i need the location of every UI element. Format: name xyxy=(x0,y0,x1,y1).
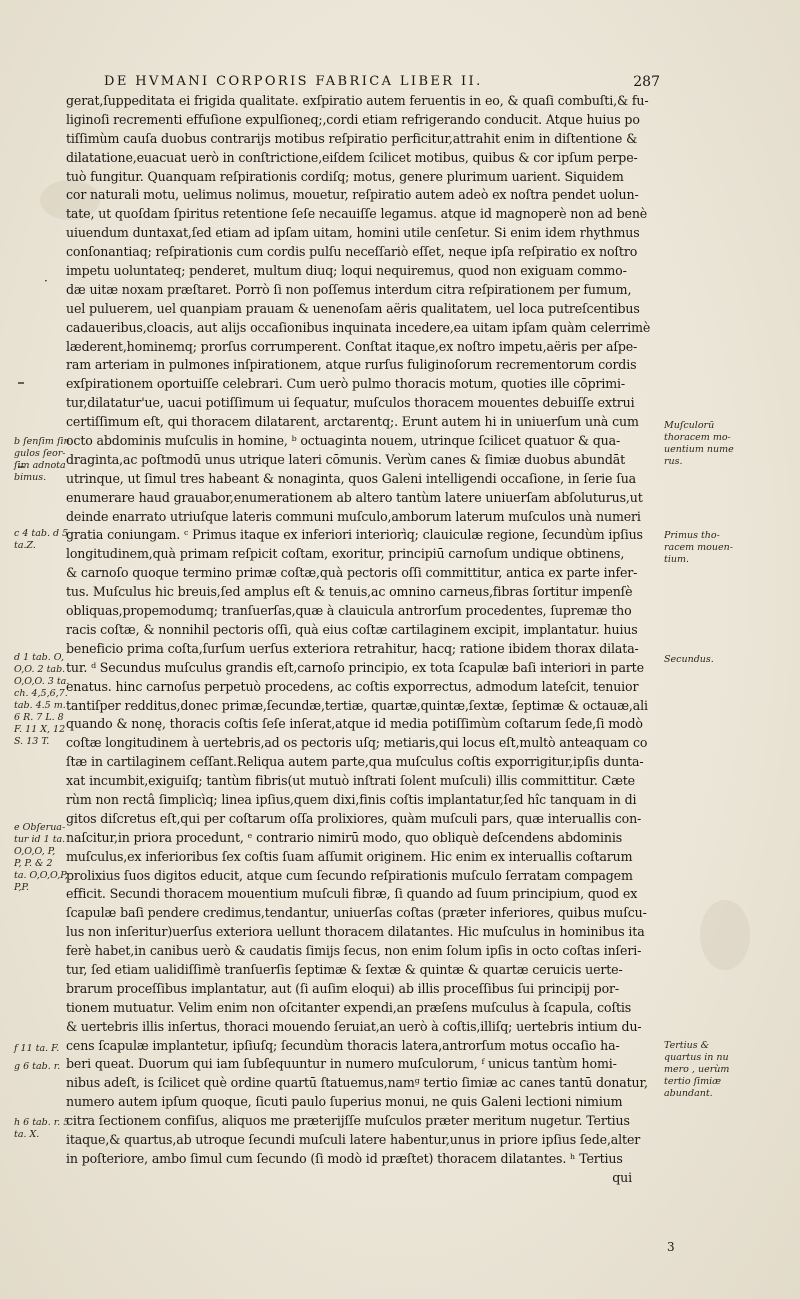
margin-note-line: O,O,O. 3 ta. xyxy=(14,676,70,687)
margin-note-line: F. 11 X, 12 xyxy=(14,724,66,735)
text-line: dilatatione,euacuat uerò in conſtrictione,eiſdem ſcilicet motibus, quibus & cor ipſum perpe- xyxy=(66,149,638,165)
margin-note-line: Tertius & xyxy=(664,1040,710,1051)
text-line: prolixius ſuos digitos educit, atque cum ſecundo reſpirationis muſculo ſerratam compagem xyxy=(66,867,633,883)
text-line: lus non inſeritur)uerſus exteriora uellunt thoracem dilatantes. Hic muſculus in hominibus ita xyxy=(66,924,645,940)
text-line: brarum proceſſibus implantatur, aut (ſi auſim eloqui) ab illis proceſſibus ſui principij por- xyxy=(66,980,619,996)
text-line: gitos diſcretus eſt,qui per coſtarum oſſa prolixiores, quàm muſculi pars, quæ interuallis con- xyxy=(66,810,642,826)
text-line: ferè habet,in canibus uerò & caudatis ſimijs ſecus, non enim ſolum ipſis in octo coſtas inſeri- xyxy=(66,943,642,959)
text-line: impetu uoluntateq; penderet, multum diuq; loqui nequiremus, quod non exiguam commo- xyxy=(66,263,627,279)
text-line: læderent,hominemq; prorſus corrumperent. Conſtat itaque,ex noſtro impetu,aëris per aſpe- xyxy=(66,338,638,354)
margin-note-line: P, P. & 2 xyxy=(14,858,53,869)
margin-note-line: gulos ſeor- xyxy=(14,448,66,459)
margin-note-line: ch. 4,5,6,7. xyxy=(14,688,68,699)
text-line: draginta,ac poſtmodū unus utrique lateri cōmunis. Verùm canes & ſimiæ duobus abundāt xyxy=(66,451,626,467)
text-line: longitudinem,quà primam reſpicit coſtam, exoritur, principiū carnoſum undique obtinens, xyxy=(66,546,625,562)
margin-note-line: uentium nume xyxy=(664,444,734,455)
margin-note-line: O,O,O, P, xyxy=(14,846,56,857)
margin-note-line: Muſculorū xyxy=(664,420,715,431)
margin-note-line: quartus in nu xyxy=(664,1052,729,1063)
text-line: coſtæ longitudinem à uertebris,ad os pectoris uſq; metiaris,qui locus eſt,multò anteaquam co xyxy=(66,735,648,751)
text-line: quando & nonę, thoracis coſtis ſeſe inſerat,atque id media potiſſimùm coſtarum ſede,ſi modò xyxy=(66,716,643,732)
text-line: dæ uitæ noxam præſtaret. Porrò ſi non poſſemus interdum citra reſpirationem per fumum, xyxy=(66,281,632,297)
margin-note-line: e Obſerua- xyxy=(14,822,66,833)
folio-number: 287 xyxy=(633,74,660,90)
margin-note-line: tertio ſimiæ xyxy=(664,1076,722,1087)
text-line: numero autem ipſum quoque, ſicuti paulo ſuperius monui, ne quis Galeni lectioni nimium xyxy=(66,1094,623,1110)
text-line: octo abdominis muſculis in homine, ᵇ octuaginta nouem, utrinque ſcilicet quatuor & qua- xyxy=(66,433,621,449)
running-title: DE HVMANI CORPORIS FABRICA LIBER II. xyxy=(104,74,483,89)
text-line: uiuendum duntaxat,ſed etiam ad ipſam uitam, homini utile cenſetur. Si enim idem rhythmus xyxy=(66,225,640,241)
text-line: tur,dilatatur'ue, uacui potiſſimum ui ſequatur, muſculos thoracem mouentes debuiſſe extrui xyxy=(66,395,635,411)
text-line: ram arteriam in pulmones inſpirationem, atque rurſus fuliginoſorum recrementorum cordis xyxy=(66,357,637,373)
text-line: in poſteriore, ambo ſimul cum ſecundo (ſi modò id præſtet) thoracem dilatantes. ʰ Tertius xyxy=(66,1150,623,1166)
text-line: efficit. Secundi thoracem mouentium muſculi fibræ, ſi quando ad ſuum principium, quod ex xyxy=(66,886,638,902)
margin-note-c xyxy=(14,528,68,552)
text-line: ſcapulæ baſi pendere credimus,tendantur, uniuerſas coſtas (præter inferiores, quibus muſcu- xyxy=(66,905,647,921)
text-line: nibus adeſt, is ſcilicet què ordine quartū ſtatuemus,namᵍ tertio ſimiæ ac canes tantū donatur, xyxy=(66,1075,648,1091)
text-line: certiſſimum eſt, qui thoracem dilatarent, arctarentq;. Erunt autem hi in uniuerſum unà cum xyxy=(66,414,639,430)
margin-note-line: abundant. xyxy=(664,1088,713,1099)
text-line: deinde enarrato utriuſque lateris communi muſculo,amborum laterum muſculos unà numeri xyxy=(66,508,641,524)
margin-note-line: racem mouen- xyxy=(664,542,733,553)
margin-note-g xyxy=(14,1061,60,1073)
text-line: cor naturali motu, uelimus nolimus, mouetur, reſpiratio autem adeò ex noſtra pendet uolun- xyxy=(66,187,639,203)
text-line: gratia coniungam. ᶜ Primus itaque ex inferiori interiorìq; clauiculæ regione, ſecundùm ipſius xyxy=(66,527,643,543)
margin-note-b xyxy=(14,436,70,484)
margin-note-line: tium. xyxy=(664,554,690,565)
margin-note-h xyxy=(14,1117,69,1141)
margin-note-line: ta. O,O,O,P, xyxy=(14,870,68,881)
text-line: cadaueribus,cloacis, aut alijs occaſionibus inquinata incedere,ea uitam ipſam quàm celerrimè xyxy=(66,319,651,335)
margin-note-line: ta.Z. xyxy=(14,540,36,551)
text-line: beneficio prima coſta,ſurſum uerſus exteriora retrahitur, hacq; ratione ibidem thorax dilata- xyxy=(66,640,639,656)
text-line: tionem mutuatur. Velim enim non oſcitanter expendi,an præſens muſculus à ſcapula, coſtis xyxy=(66,999,632,1015)
text-line: & carnoſo quoque termino primæ coſtæ,quà pectoris oſſi committitur, antica ex parte infer- xyxy=(66,565,638,581)
text-line: ſtæ in cartilaginem ceſſant.Reliqua autem parte,qua muſculus coſtis exporrigitur,ipſis dunta- xyxy=(66,754,644,770)
text-line: gerat,ſuppeditata ei frigida qualitate. exſpiratio autem feruentis in eo, & quaſi combuſti,& fu- xyxy=(66,93,649,108)
text-line: obliquas,propemodumq; tranſuerſas,quæ à clauicula antrorſum procedentes, ſupremæ tho xyxy=(66,603,632,619)
text-line: naſcitur,in priora procedunt, ᵉ contrario nimirū modo, quo obliquè deſcendens abdominis xyxy=(66,829,623,845)
text-line: tiſſimùm cauſa duobus contrarijs motibus reſpiratio perficitur,attrahit enim in diſtentione & xyxy=(66,130,638,146)
paper-stain xyxy=(700,900,750,970)
margin-note-line: ta. X. xyxy=(14,1129,40,1140)
margin-note-line: mero , uerùm xyxy=(664,1064,730,1075)
running-header xyxy=(104,74,660,90)
margin-note-line: rus. xyxy=(664,456,683,467)
text-line: tate, ut quoſdam ſpiritus retentione ſeſe necauiſſe legamus. atque id magnoperè non ad benè xyxy=(66,206,648,222)
margin-note-d xyxy=(14,652,69,748)
margin-mark xyxy=(18,382,24,384)
margin-note-e xyxy=(14,822,68,894)
text-line: qui xyxy=(612,1169,632,1185)
margin-note-line: S. 13 T. xyxy=(14,736,50,747)
text-line: tus. Muſculus hic breuis,ſed amplus eſt & tenuis,ac omnino carneus,fibras ſortitur impenſè xyxy=(66,584,633,600)
text-line: xat incumbit,exiguiſq; tantùm fibris(ut mutuò inſtrati ſolent muſculi) illis committitur. Cæte xyxy=(66,773,635,789)
margin-note-line: P,P. xyxy=(14,882,29,893)
text-line: muſculus,ex inferioribus ſex coſtis ſuam aſſumit originem. Hic enim ex interuallis coſtarum xyxy=(66,848,633,864)
text-line: exſpirationem oportuiſſe celebrari. Cum uerò pulmo thoracis motum, quoties ille cōprimi- xyxy=(66,376,626,392)
text-line: tantiſper redditus,donec primæ,ſecundæ,tertiæ, quartæ,quintæ,ſextæ, ſeptimæ & octauæ,ali xyxy=(66,697,648,713)
text-line: tur, ſed etiam ualidiſſimè tranſuerſis ſeptimæ & ſextæ & quintæ & quartæ ceruicis uerte- xyxy=(66,961,623,977)
margin-note-line: ſim adnota xyxy=(14,460,66,471)
margin-note-line: Secundus. xyxy=(664,654,714,665)
margin-note-line: thoracem mo- xyxy=(664,432,731,443)
main-text-column xyxy=(66,92,662,1188)
text-line: tuò fungitur. Quanquam reſpirationis cordiſq; motus, genere plurimum uarient. Siquidem xyxy=(66,168,624,184)
margin-note-line: c 4 tab. d 5 xyxy=(14,528,69,539)
text-line: cens ſcapulæ implantetur, ipſiuſq; ſecundùm thoracis latera,antrorſum motus occaſio ha- xyxy=(66,1037,620,1053)
text-line: itaque,& quartus,ab utroque ſecundi muſculi latere habentur,unus in priore ipſius ſede,alter xyxy=(66,1131,641,1147)
margin-note-line: tab. 4.5 m. xyxy=(14,700,66,711)
text-line: enumerare haud grauabor,enumerationem ab altero tantùm latere uniuerſam abſoluturus,ut xyxy=(66,489,643,505)
margin-note-line: g 6 tab. r. xyxy=(14,1061,61,1072)
side-heading-numerus xyxy=(664,420,734,468)
margin-note-line: O,O. 2 tab. xyxy=(14,664,66,675)
text-line: conſonantiaq; reſpirationis cum cordis pulſu neceſſariò eſſet, neque ipſa reſpiratio ex noſtro xyxy=(66,244,638,260)
text-line: liginoſi recrementi effuſione expulſioneq;,cordi etiam refrigerando conducit. Atque huius po xyxy=(66,111,640,127)
side-heading-tertius xyxy=(664,1040,729,1100)
text-line: citra ſectionem confiſus, aliquos me præterijſſe muſculos præter meritum nugetur. Tertius xyxy=(66,1113,630,1129)
margin-note-line: h 6 tab. r. 5 xyxy=(14,1117,70,1128)
margin-dot: · xyxy=(44,274,48,288)
margin-note-line: Primus tho- xyxy=(664,530,720,541)
margin-note-line: f 11 ta. F. xyxy=(14,1043,60,1054)
side-heading-secundus xyxy=(664,654,714,666)
text-line: uel puluerem, uel quanpiam prauam & uenenoſam aëris qualitatem, uel loca putreſcentibus xyxy=(66,300,640,316)
text-line: racis coſtæ, & nonnihil pectoris oſſi, quà eius coſtæ cartilaginem excipit, implantatur. huius xyxy=(66,621,638,637)
text-line: enatus. hinc carnoſus perpetuò procedens, ac coſtis exporrectus, admodum lateſcit, tenuior xyxy=(66,678,639,694)
text-line: & uertebris illis inſertus, thoraci mouendo ſeruiat,an uerò à coſtis,illiſq; uertebris intium du- xyxy=(66,1018,642,1034)
text-line: tur. ᵈ Secundus muſculus grandis eſt,carnoſo principio, ex tota ſcapulæ baſi interiori in parte xyxy=(66,659,644,675)
margin-note-line: b ſenſim ſin xyxy=(14,436,70,447)
margin-note-line: tur id 1 ta. xyxy=(14,834,66,845)
margin-note-f xyxy=(14,1043,59,1055)
side-heading-primus xyxy=(664,530,733,566)
text-line: beri queat. Duorum qui iam ſubſequuntur in numero muſculorum, ᶠ unicus tantùm homi- xyxy=(66,1056,617,1072)
margin-note-line: d 1 tab. O, xyxy=(14,652,65,663)
text-line: utrinque, ut ſimul tres habeant & nonaginta, quos Galeni intelligendi occaſione, in ſerie ſua xyxy=(66,470,637,486)
marginal-number: 3 xyxy=(667,1240,675,1254)
text-line: rùm non rectâ ſimplicìq; linea ipſius,quem dixi,finis coſtis implantatur,ſed hîc tanquam in di xyxy=(66,791,637,807)
margin-note-line: bimus. xyxy=(14,472,47,483)
margin-note-line: 6 R. 7 L. 8 xyxy=(14,712,64,723)
